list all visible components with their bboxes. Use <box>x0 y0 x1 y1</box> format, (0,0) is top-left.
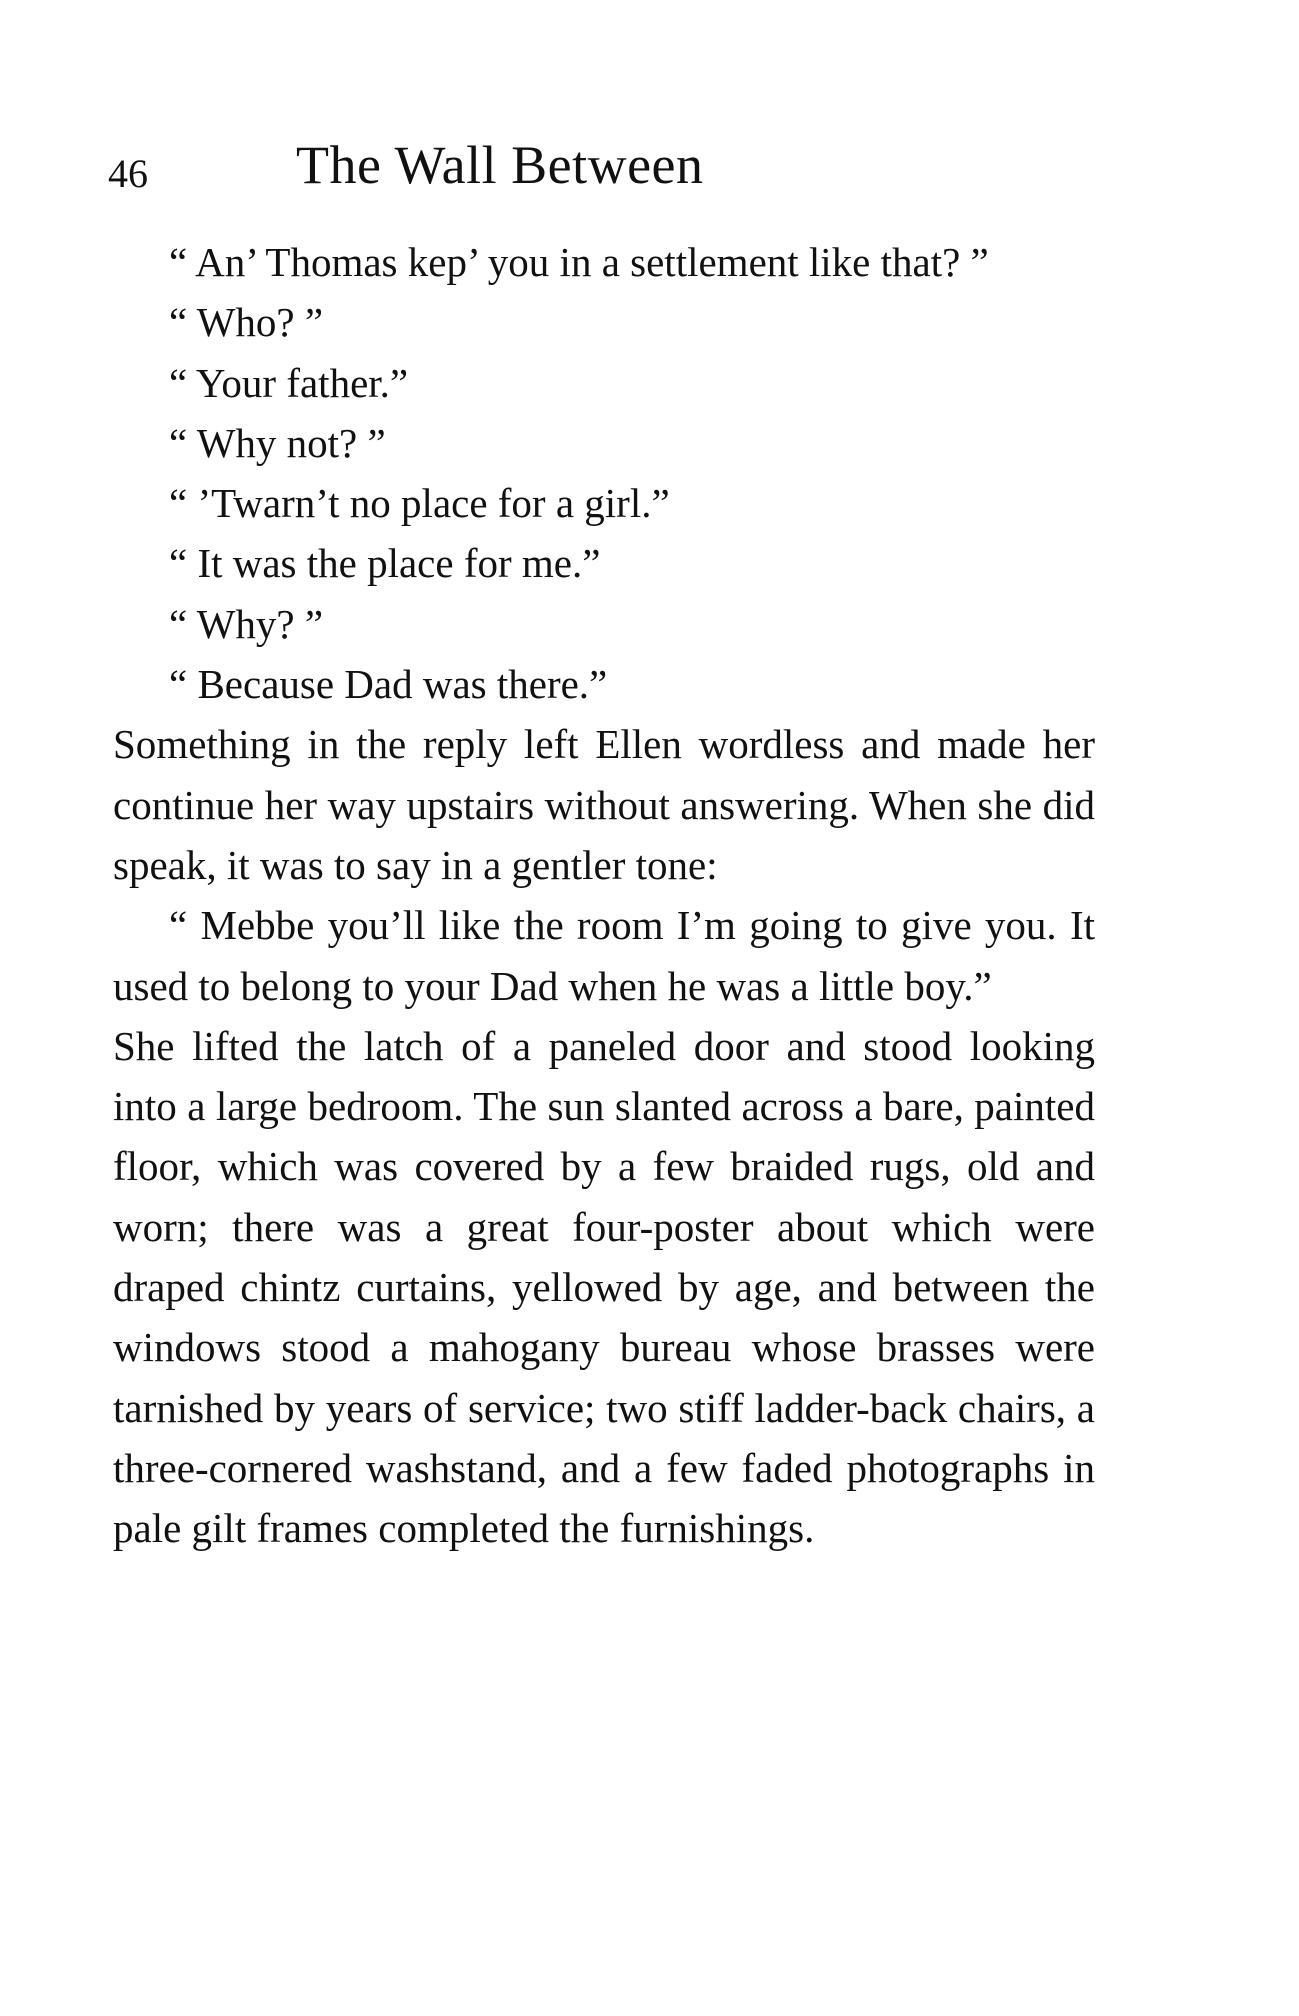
paragraph: “ Because Dad was there.” <box>169 661 608 708</box>
paragraph: “ Who? ” <box>169 299 324 346</box>
page-header <box>108 130 868 200</box>
paragraph: “ Your father.” <box>169 359 409 406</box>
paragraph: “ An’ Thomas kep’ you in a settlement like that? ” <box>169 239 989 285</box>
paragraph: Something in the reply left Ellen wordless and made her continue her way upstairs without answering. When she did speak, it was to say in a gentler tone: <box>113 721 1095 888</box>
running-title: The Wall Between <box>296 135 704 195</box>
page-number: 46 <box>108 151 148 196</box>
paragraph: “ Why? ” <box>169 600 324 647</box>
paragraph: “ ’Twarn’t no place for a girl.” <box>169 480 670 527</box>
paragraph: “ It was the place for me.” <box>169 540 601 587</box>
body-text <box>113 232 1095 1559</box>
paragraph: “ Why not? ” <box>169 419 386 466</box>
paragraph: “ Mebbe you’ll like the room I’m going to give you. It used to belong to your Dad when he was a little boy.” <box>113 902 1095 1009</box>
paragraph: She lifted the latch of a paneled door and stood looking into a large bedroom. The sun slanted across a bare, painted floor, which was covered by a few braided rugs, old and worn; there was a great four-poster about which were draped chintz curtains, yellowed by age, and between the windows stood a mahogany bureau whose brasses were tarnished by years of service; two stiff ladder-back chairs, a three-cornered washstand, and a few faded photographs in pale gilt frames completed the furnishings. <box>113 1022 1095 1552</box>
